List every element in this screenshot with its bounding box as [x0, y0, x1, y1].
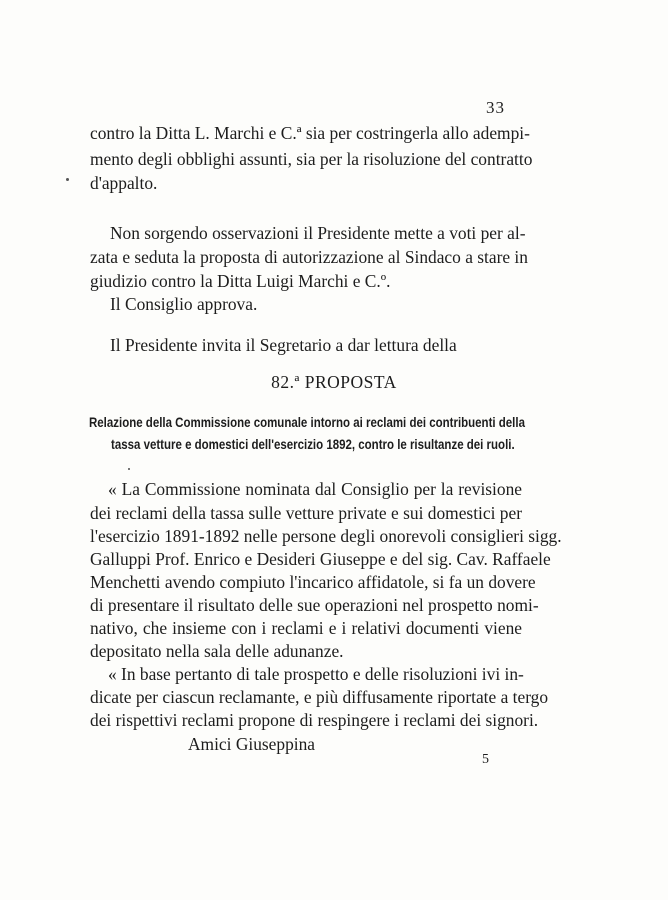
- text-line: contro la Ditta L. Marchi e C.ª sia per costringerla allo adempi-: [90, 123, 530, 143]
- text-line: Menchetti avendo compiuto l'incarico affidatole, si fa un dovere: [90, 572, 536, 592]
- text-line: mento degli obblighi assunti, sia per la risoluzione del contratto: [90, 149, 533, 169]
- text-line: Il Presidente invita il Segretario a dar lettura della: [110, 335, 457, 355]
- name-entry: Amici Giuseppina: [188, 734, 316, 754]
- text-line: di presentare il risultato delle sue operazioni nel prospetto nomi-: [90, 595, 539, 615]
- text-line: dei rispettivi reclami propone di respingere i reclami dei signori.: [90, 710, 539, 730]
- text-line: « La Commissione nominata dal Consiglio per la revisione: [108, 479, 522, 499]
- proposal-heading: 82.ª PROPOSTA: [271, 372, 397, 392]
- text-line: depositato nella sala delle adunanze.: [90, 641, 344, 661]
- ink-speck: [128, 468, 130, 470]
- ink-speck: [66, 178, 69, 181]
- text-line: l'esercizio 1891-1892 nelle persone degli onorevoli consiglieri sigg.: [90, 526, 562, 546]
- text-line: « In base pertanto di tale prospetto e delle risoluzioni ivi in-: [108, 664, 524, 684]
- text-line: Galluppi Prof. Enrico e Desideri Giuseppe e del sig. Cav. Raffaele: [90, 549, 551, 569]
- subtitle-line: tassa vetture e domestici dell'esercizio 1892, contro le risultanze dei ruoli.: [111, 437, 515, 452]
- text-line: dicate per ciascun reclamante, e più diffusamente riportate a tergo: [90, 687, 549, 707]
- text-line: giudizio contro la Ditta Luigi Marchi e C.º.: [90, 271, 391, 291]
- text-line: nativo, che insieme con i reclami e i relativi documenti viene: [90, 618, 522, 638]
- text-line: Non sorgendo osservazioni il Presidente mette a voti per al-: [110, 223, 526, 243]
- text-line: zata e seduta la proposta di autorizzazione al Sindaco a stare in: [90, 247, 528, 267]
- page-number: 33: [486, 98, 505, 117]
- subtitle-line: Relazione della Commissione comunale intorno ai reclami dei contribuenti della: [89, 415, 525, 430]
- text-line: Il Consiglio approva.: [110, 294, 258, 314]
- text-line: d'appalto.: [90, 173, 158, 193]
- text-line: dei reclami della tassa sulle vetture private e sui domestici per: [90, 503, 522, 523]
- signature-mark: 5: [482, 752, 489, 767]
